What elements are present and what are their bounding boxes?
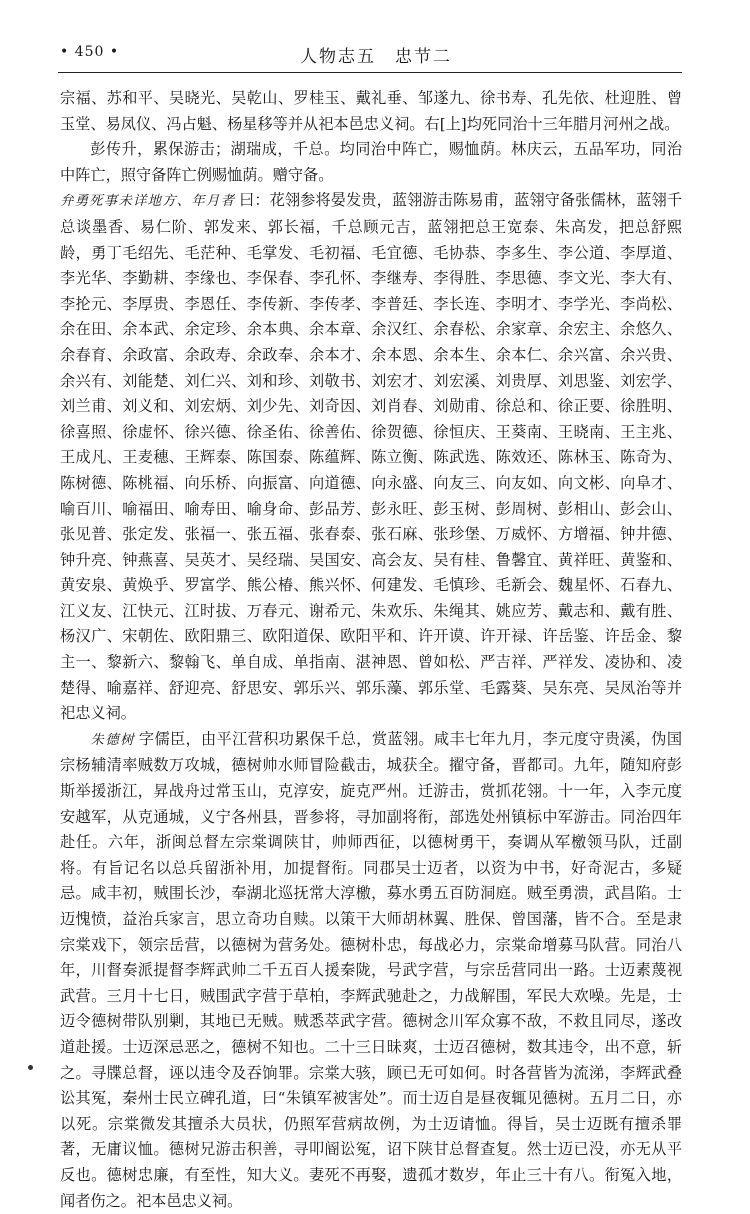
page-header	[60, 44, 680, 72]
paragraph-zhu-deshu	[60, 727, 682, 1214]
person-name-heading: 朱德树	[90, 731, 135, 748]
paragraph-body: 曰：花翎参将晏发贵，蓝翎游击陈易甫，蓝翎守备张儒林，蓝翎千总谈墨香、易仁阶、郭发来、郭长福，千总顾元吉，蓝翎把总王宽泰、朱高发，把总舒熙龄，勇丁毛绍先、毛茫种、毛掌发、毛初福、毛宜德、毛协恭、李多生、李公道、李厚道、李光华、李勤耕、李缘也、李保春、李孔怀、李继寿、李得胜、李思德、李文光、李大有、李抡元、李厚贵、李恩任、李传新、李传孝、李普廷、李长连、李明才、李学光、李尚松、余在田、余本武、余定珍、余本典、余本章、余汉红、余春松、余家章、余宏主、余悠久、余春育、余政富、余政寿、余政奉、余本才、余本恩、余本生、余本仁、余兴富、余兴贵、余兴有、刘能楚、刘仁兴、刘和珍、刘敬书、刘宏才、刘宏溪、刘贵厚、刘思鉴、刘宏学、刘兰甫、刘义和、刘宏炳、刘少先、刘奇因、刘肖春、刘勋甫、徐总和、徐正要、徐胜明、徐喜照、徐虚怀、徐兴德、徐圣佑、徐善佑、徐贺德、徐恒庆、王葵南、王晓南、王主兆、王成凡、王麦穗、王辉泰、陈国泰、陈蕴辉、陈立衡、陈武选、陈效还、陈林玉、陈奇为、陈树德、陈桃福、向乐桥、向振富、向道德、向永盛、向友三、向友如、向文彬、向阜才、喻百川、喻福田、喻寿田、喻身命、彭品芳、彭永旺、彭玉树、彭周树、彭相山、彭会山、张见普、张定发、张福一、张五福、张春泰、张石麻、张珍堡、万威怀、方增福、钟井德、钟升亮、钟燕喜、吴英才、吴经瑞、吴国安、高会友、吴有桂、鲁馨宜、黄祥旺、黄鉴和、黄安泉、黄焕乎、罗富学、熊公椿、熊兴怀、何建发、毛慎珍、毛新会、魏星怀、石春九、江义友、江快元、江时拔、万春元、谢希元、朱欢乐、朱绳其、姚应芳、戴志和、戴有胜、杨汉广、宋朝佐、欧阳鼎三、欧阳道保、欧阳平和、许开谟、许开禄、许岳鉴、许岳金、黎主一、黎新六、黎翰飞、单自成、单指南、湛神恩、曾如松、严吉祥、严祥发、凌协和、凌楚得、喻嘉祥、舒迎亮、舒思安、郭乐兴、郭乐藻、郭乐堂、毛露葵、吴东亮、吴凤治等并祀忠义祠。	[60, 191, 683, 723]
paragraph-peng-chuansheng: 彭传升，累保游击；湖瑞成，千总。均同治中阵亡，赐恤荫。林庆云，五品军功，同治中阵亡，照守备阵亡例赐恤荫。赠守备。	[60, 140, 682, 184]
paragraph-lead-heading: 弁勇死事未详地方、年月者	[60, 193, 236, 210]
scan-dot	[28, 1065, 33, 1070]
running-title: 人物志五 忠节二	[300, 47, 452, 67]
header-rule	[58, 72, 682, 73]
page-number: • 450 •	[60, 44, 120, 60]
body-text	[60, 86, 682, 1214]
paragraph-body: 字儒臣，由平江营积功累保千总，赏蓝翎。咸丰七年九月，李元度守贵溪，伪国宗杨辅清率贼数万攻城，德树帅水师冒险截击，城获全。擢守备，晋都司。九年，随知府彭斯举援浙江，昇战舟过常玉山，克淳安，旋克严州。迁游击，赏抓花翎。十一年，入李元度安越军，从克通城，义宁各州县，晋参将，寻加副将衔，部选处州镇标中军游击。同治四年赴任。六年，浙闽总督左宗棠调陕甘，帅师西征，以德树勇干，奏调从军檄领马队，迁副将。有旨记名以总兵留浙补用，加提督衔。同郡吴士迈者，以资为中书，好奇泥古，多疑忌。咸丰初，贼围长沙，奉湖北巡抚常大淳檄，募水勇五百防洞庭。贼至勇溃，武昌陷。士迈愧愤，益治兵家言，思立奇功自赎。以策干大师胡林翼、胜保、曾国藩，皆不合。至是隶宗棠戏下，领宗岳营，以德树为营务处。德树朴忠，每战必力，宗棠命增募马队营。同治八年，川督奏派提督李辉武帅二千五百人援秦陇，号武字营，与宗岳营同出一路。士迈素蔑视武营。三月十七日，贼围武字营于草柏，李辉武驰赴之，力战解围，军民大欢噪。先是，士迈令德树带队别剿，其地已无贼。贼悉萃武字营。德树念川军众寡不敌，不救且同尽，遂改道赴援。士迈深忌恶之，德树不知也。二十三日昧爽，士迈召德树，数其违令，出不意，斩之。寻牒总督，诬以违令及吞饷罪。宗棠大骇，顾已无可如何。时各营皆为流涕，李辉武叠讼其冤，秦州士民立碑孔道，曰“朱镇军被害处”。而士迈自是昼夜辄见德树。五月二日，亦以死。宗棠微发其擅杀大员状，仍照军营病故例，为士迈请恤。得旨，吴士迈既有擅杀罪著，无庸议恤。德树兄游击积善，寻叩阍讼冤，诏下陕甘总督查复。然士迈已没，亦无从平反也。德树忠廉，有至性，知大义。妻死不再娶，遗孤才数岁，年止三十有八。衔冤入地，闻者伤之。祀本邑忠义祠。	[60, 729, 683, 1210]
paragraph-continued: 宗福、苏和平、吴晓光、吴乾山、罗桂玉、戴礼垂、邹遂九、徐书寿、孔先依、杜迎胜、曾玉堂、易凤仪、冯占魁、杨星移等并从祀本邑忠义祠。右[上]均死同治十三年腊月河州之战。	[60, 89, 682, 133]
paragraph-unnamed-soldiers	[60, 188, 682, 726]
